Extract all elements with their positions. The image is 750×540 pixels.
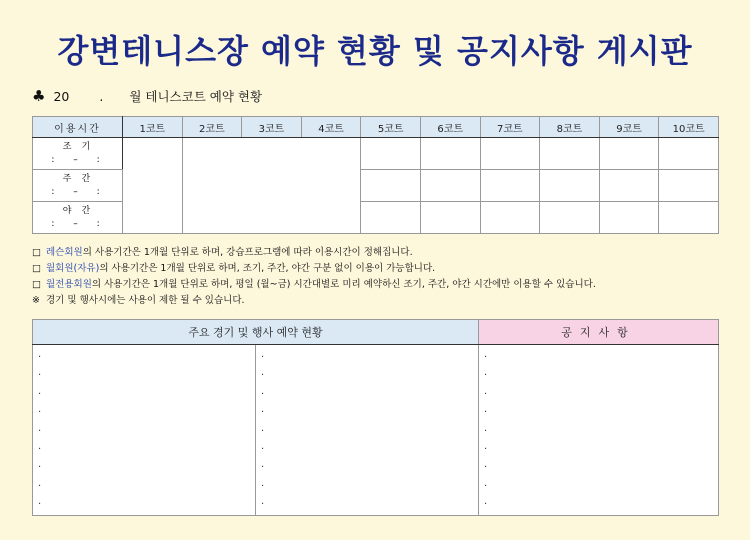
- notice-header: 공지사항: [479, 320, 719, 345]
- court-cell[interactable]: [420, 138, 480, 170]
- list-item: .: [38, 477, 42, 489]
- court-cell[interactable]: [420, 202, 480, 234]
- list-item: .: [38, 367, 42, 379]
- list-item: .: [261, 367, 265, 379]
- court-header: 4코트: [301, 117, 361, 138]
- notice-lines: [479, 345, 718, 515]
- list-item: .: [38, 385, 42, 397]
- usage-time-header: 이용시간: [33, 117, 123, 138]
- court-header: 7코트: [480, 117, 540, 138]
- list-item: .: [484, 477, 488, 489]
- list-item: .: [484, 404, 488, 416]
- membership-notes: [32, 245, 596, 309]
- club-suit-icon: ♣: [32, 87, 46, 105]
- period-name: 야간: [62, 205, 101, 216]
- events-header: 주요 경기 및 행사 예약 현황: [33, 320, 479, 345]
- court-header: 10코트: [659, 117, 719, 138]
- court-header: 5코트: [361, 117, 421, 138]
- court-cell[interactable]: [540, 138, 600, 170]
- list-item: .: [484, 459, 488, 471]
- court-header: 3코트: [242, 117, 302, 138]
- court-header: 2코트: [182, 117, 242, 138]
- list-item: .: [38, 496, 42, 508]
- list-item: .: [261, 349, 265, 360]
- court-header: 1코트: [123, 117, 183, 138]
- subtitle-year: 20: [53, 88, 70, 104]
- note-monthly-free-member: [32, 261, 596, 277]
- court-cell[interactable]: [599, 202, 659, 234]
- note-highlight: 레슨회원: [46, 247, 83, 258]
- court-header-row: [33, 117, 719, 138]
- checkbox-bullet-icon: □: [32, 279, 41, 290]
- list-item: .: [484, 367, 488, 379]
- note-text: 의 사용기간은 1개월 단위로 하며, 조기, 주간, 야간 구분 없이 이용이 가능합니다.: [99, 263, 436, 274]
- list-item: .: [261, 385, 265, 397]
- note-highlight: 월전용회원: [46, 279, 92, 290]
- note-monthly-dedicated-member: [32, 277, 596, 293]
- period-label-day: [33, 170, 123, 202]
- court-cell[interactable]: [480, 170, 540, 202]
- court-reservation-table: [32, 116, 719, 234]
- court-cell[interactable]: [659, 170, 719, 202]
- note-text: 경기 및 행사시에는 사용이 제한 될 수 있습니다.: [46, 295, 245, 306]
- court-cell[interactable]: [420, 170, 480, 202]
- list-item: .: [261, 404, 265, 416]
- list-item: .: [38, 404, 42, 416]
- court-cell[interactable]: [599, 138, 659, 170]
- period-time: : – :: [51, 186, 108, 197]
- list-item: .: [38, 440, 42, 452]
- list-item: .: [261, 477, 265, 489]
- court-cell[interactable]: [599, 170, 659, 202]
- reference-mark-icon: ※: [32, 295, 40, 306]
- checkbox-bullet-icon: □: [32, 247, 41, 258]
- court-cell[interactable]: [480, 202, 540, 234]
- court-cell[interactable]: [361, 170, 421, 202]
- period-label-early: [33, 138, 123, 170]
- court-header: 6코트: [420, 117, 480, 138]
- list-item: .: [484, 385, 488, 397]
- list-item: .: [261, 440, 265, 452]
- period-name: 주간: [62, 173, 101, 184]
- list-item: .: [261, 422, 265, 434]
- list-item: .: [484, 349, 488, 360]
- list-item: .: [261, 496, 265, 508]
- court-header: 9코트: [599, 117, 659, 138]
- court-cell[interactable]: [659, 202, 719, 234]
- court-cell[interactable]: [540, 170, 600, 202]
- period-time: : – :: [51, 154, 108, 165]
- list-item: .: [484, 440, 488, 452]
- subtitle-dot: .: [99, 88, 104, 104]
- note-event-restriction: [32, 293, 596, 309]
- court-cell[interactable]: [480, 138, 540, 170]
- court-header: 8코트: [540, 117, 600, 138]
- notice-column[interactable]: [479, 345, 719, 516]
- events-column-right[interactable]: [256, 345, 479, 516]
- court-cell[interactable]: [540, 202, 600, 234]
- page-title: 강변테니스장 예약 현황 및 공지사항 게시판: [57, 32, 693, 70]
- court-cell[interactable]: [361, 202, 421, 234]
- list-item: .: [484, 496, 488, 508]
- event-lines-right: [256, 345, 478, 515]
- period-label-night: [33, 202, 123, 234]
- court-cell-merged-2-4[interactable]: [182, 138, 361, 234]
- period-row-early: [33, 138, 719, 170]
- list-item: .: [38, 422, 42, 434]
- court-cell[interactable]: [659, 138, 719, 170]
- events-and-notices-table: [32, 319, 719, 516]
- court-status-subtitle: [32, 87, 262, 105]
- period-name: 조기: [62, 141, 101, 152]
- list-item: .: [38, 459, 42, 471]
- events-column-left[interactable]: [33, 345, 256, 516]
- note-lesson-member: [32, 245, 596, 261]
- subtitle-text: 월 테니스코트 예약 현황: [129, 89, 263, 104]
- court-cell-merged-1[interactable]: [123, 138, 183, 234]
- note-text: 의 사용기간은 1개월 단위로 하며, 강습프로그램에 따라 이용시간이 정해집니다.: [82, 247, 413, 258]
- event-lines-left: [33, 345, 255, 515]
- list-item: .: [261, 459, 265, 471]
- list-item: .: [484, 422, 488, 434]
- list-item: .: [38, 349, 42, 360]
- court-cell[interactable]: [361, 138, 421, 170]
- note-highlight: 월회원(자유): [46, 263, 100, 274]
- checkbox-bullet-icon: □: [32, 263, 41, 274]
- period-time: : – :: [51, 218, 108, 229]
- note-text: 의 사용기간은 1개월 단위로 하며, 평일 (월~금) 시간대별로 미리 예약하신 조기, 주간, 야간 시간에만 이용할 수 있습니다.: [91, 279, 596, 290]
